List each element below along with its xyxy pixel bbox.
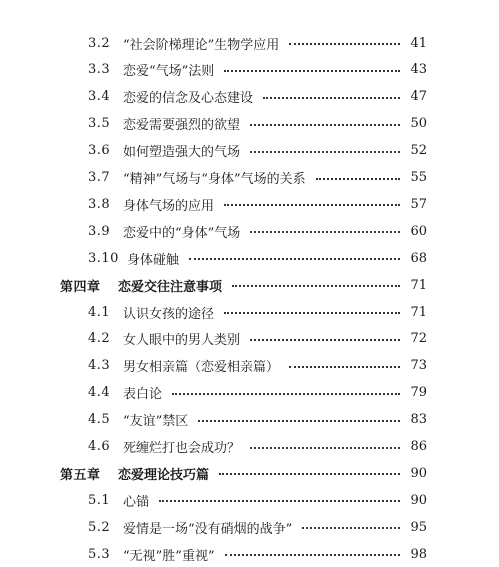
toc-entry-row[interactable]: [0, 514, 499, 540]
toc-entry-row[interactable]: [0, 541, 499, 567]
toc-entry-row[interactable]: [0, 326, 499, 352]
toc-entry-row[interactable]: [0, 407, 499, 433]
section-number: 5.3: [88, 546, 111, 562]
toc-entry-row[interactable]: [0, 165, 499, 191]
section-title: 如何塑造强大的气场: [123, 145, 241, 161]
section-number: 3.2: [88, 35, 111, 51]
section-title: 男女相亲篇（恋爱相亲篇）: [123, 360, 280, 376]
toc-entry-row[interactable]: [0, 57, 499, 83]
section-title: “友谊”禁区: [123, 414, 189, 430]
leader-dots: [250, 337, 400, 341]
toc-entry-row[interactable]: [0, 245, 499, 271]
section-title: 认识女孩的途径: [123, 306, 215, 322]
section-title: 女人眼中的男人类别: [123, 333, 241, 349]
leader-dots: [289, 364, 400, 368]
leader-dots: [172, 391, 400, 395]
leader-dots: [159, 498, 400, 502]
section-number: 3.3: [88, 62, 111, 78]
section-title: 心锚: [123, 494, 150, 510]
leader-dots: [316, 176, 400, 180]
page-number: 72: [410, 331, 427, 347]
section-number: 3.6: [88, 143, 111, 159]
section-title: 恋爱中的“身体”气场: [123, 225, 241, 241]
section-number: 3.4: [88, 89, 111, 105]
leader-dots: [224, 68, 400, 72]
section-title: 恋爱需要强烈的欲望: [123, 118, 241, 134]
section-title: 爱情是一场“没有硝烟的战争”: [123, 521, 293, 537]
section-title: 死缠烂打也会成功？: [123, 441, 241, 456]
section-title: “精神”气场与“身体”气场的关系: [123, 172, 306, 187]
section-number: 3.9: [88, 223, 111, 239]
toc-entry-row[interactable]: [0, 380, 499, 406]
section-number: 5.2: [88, 519, 111, 535]
section-title: “无视”胜”重视”: [123, 548, 215, 564]
leader-dots: [289, 41, 400, 45]
section-number: 4.3: [88, 358, 111, 374]
page-number: 71: [410, 304, 427, 320]
section-number: 5.1: [88, 492, 111, 508]
section-title: 恋爱“气场”法则: [123, 64, 215, 80]
page-number: 90: [410, 492, 427, 508]
toc-entry-row[interactable]: [0, 218, 499, 244]
section-number: 3.7: [88, 170, 111, 185]
chapter-title: 恋爱交往注意事项: [118, 279, 223, 295]
page-number: 50: [410, 116, 427, 132]
page-number: 55: [410, 170, 427, 185]
toc-entry-row[interactable]: [0, 138, 499, 164]
page-number: 52: [410, 143, 427, 159]
leader-dots: [250, 122, 400, 126]
page-number: 86: [410, 439, 427, 454]
toc-entry-row[interactable]: [0, 30, 499, 56]
leader-dots: [189, 256, 400, 260]
toc-entry-row[interactable]: [0, 434, 499, 460]
section-number: 4.4: [88, 385, 111, 401]
chapter-title: 恋爱理论技巧篇: [118, 467, 210, 483]
leader-dots: [224, 310, 400, 314]
toc-entry-row[interactable]: [0, 111, 499, 137]
section-number: 4.1: [88, 304, 111, 320]
section-title: 身体气场的应用: [123, 198, 215, 214]
page-number: 90: [410, 465, 427, 481]
page-number: 68: [410, 250, 427, 266]
toc-entry-row[interactable]: [0, 353, 499, 379]
page-number: 47: [410, 89, 427, 105]
section-number: 3.8: [88, 196, 111, 212]
page-number: 79: [410, 385, 427, 401]
page-number: 71: [410, 277, 427, 293]
chapter-number: 第五章: [60, 467, 101, 483]
section-title: “社会阶梯理论”生物学应用: [123, 37, 280, 53]
leader-dots: [250, 229, 400, 233]
section-number: 4.6: [88, 439, 111, 454]
leader-dots: [225, 552, 400, 556]
leader-dots: [250, 445, 400, 449]
page-number: 95: [410, 519, 427, 535]
toc-entry-row[interactable]: [0, 487, 499, 513]
page-number: 83: [410, 412, 427, 428]
section-title: 恋爱的信念及心态建设: [123, 91, 254, 107]
page-number: 98: [410, 546, 427, 562]
toc-entry-row[interactable]: [0, 299, 499, 325]
section-number: 4.5: [88, 412, 111, 428]
page-number: 43: [410, 62, 427, 78]
page-number: 60: [410, 223, 427, 239]
page-number: 73: [410, 358, 427, 374]
leader-dots: [302, 525, 400, 529]
section-title: 表白论: [123, 387, 163, 403]
leader-dots: [198, 418, 400, 422]
page-number: 41: [410, 35, 427, 51]
leader-dots: [224, 202, 400, 206]
toc-entry-row[interactable]: [0, 84, 499, 110]
toc-chapter-row[interactable]: [0, 460, 499, 486]
section-title: 身体碰触: [127, 252, 180, 268]
toc-entry-row[interactable]: [0, 191, 499, 217]
leader-dots: [263, 95, 400, 99]
leader-dots: [250, 149, 400, 153]
chapter-number: 第四章: [60, 279, 101, 295]
leader-dots: [232, 283, 400, 287]
toc-chapter-row[interactable]: [0, 272, 499, 298]
page-number: 57: [410, 196, 427, 212]
section-number: 3.5: [88, 116, 111, 132]
section-number: 3.10: [88, 250, 119, 266]
leader-dots: [219, 471, 400, 475]
section-number: 4.2: [88, 331, 111, 347]
